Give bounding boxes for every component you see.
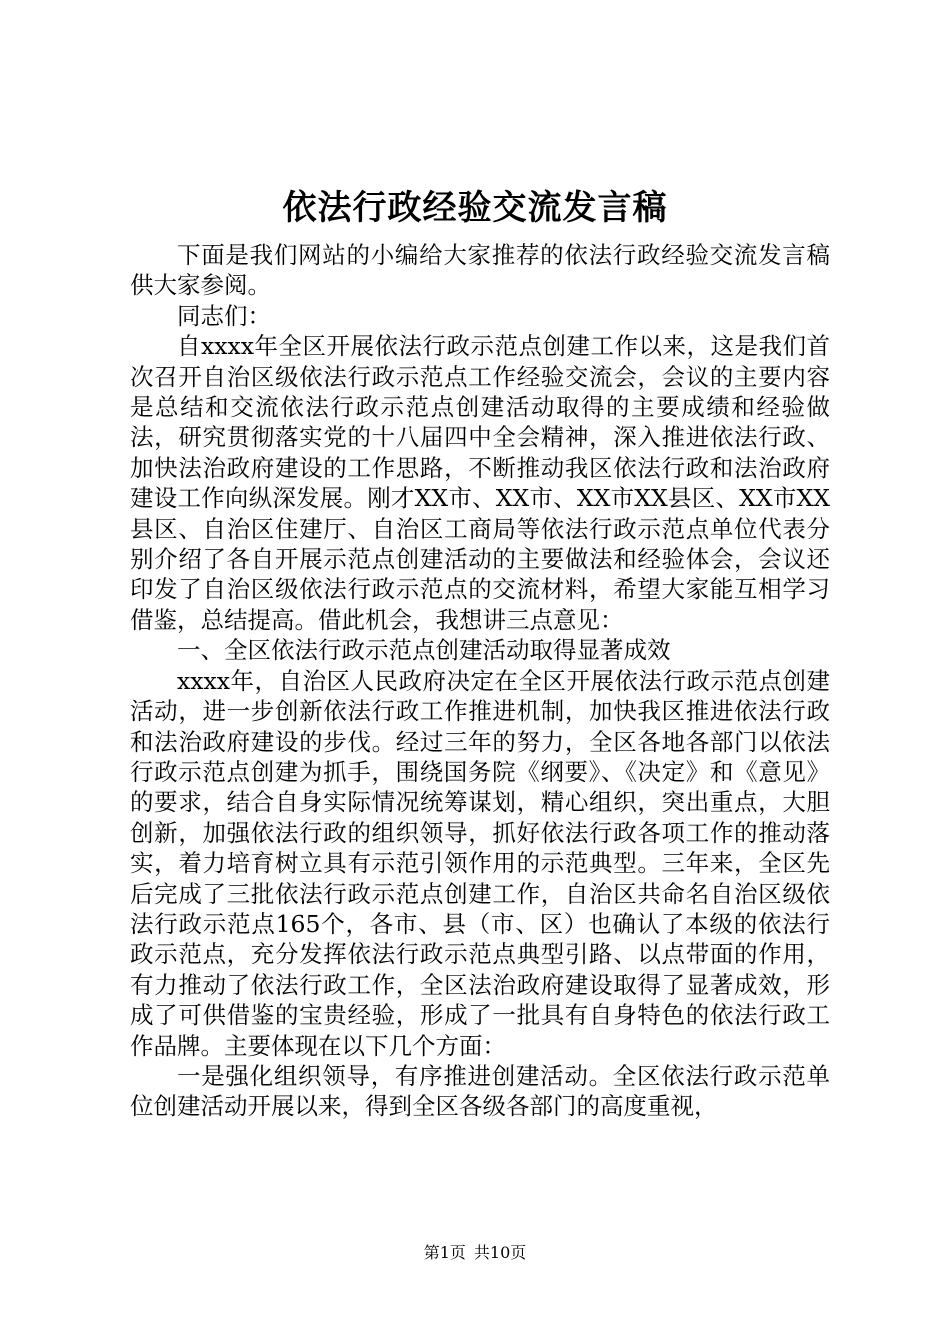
salutation: 同志们： xyxy=(177,301,271,330)
intro-paragraph: 下面是我们网站的小编给大家推荐的依法行政经验交流发言稿供大家参阅。 xyxy=(130,241,830,300)
body-paragraph: xxxx年，自治区人民政府决定在全区开展依法行政示范点创建活动，进一步创新依法行政工作推进机制，加快我区推进依法行政和法治政府建设的步伐。经过三年的努力，全区各地各部门以依法行政示范点创建为抓手，围绕国务院《纲要》、《决定》和《意见》的要求，结合自身实际情况统筹谋划，精心组织，突出重点，大胆创新，加强依法行政的组织领导，抓好依法行政各项工作的推动落实，着力培育树立具有示范引领作用的示范典型。三年来，全区先后完成了三批依法行政示范点创建工作，自治区共命名自治区级依法行政示范点165个，各市、县（市、区）也确认了本级的依法行政示范点，充分发挥依法行政示范点典型引路、以点带面的作用，有力推动了依法行政工作，全区法治政府建设取得了显著成效，形成了可供借鉴的宝贵经验，形成了一批具有自身特色的依法行政工作品牌。主要体现在以下几个方面： xyxy=(130,666,830,1060)
section-heading: 一、全区依法行政示范点创建活动取得显著成效 xyxy=(177,636,671,665)
body-paragraph: 一是强化组织领导，有序推进创建活动。全区依法行政示范单位创建活动开展以来，得到全区各级各部门的高度重视， xyxy=(130,1061,830,1121)
page-number: 第1页 xyxy=(423,1243,466,1262)
document-body xyxy=(130,240,830,1122)
page-footer xyxy=(0,1243,950,1263)
document-title: 依法行政经验交流发言稿 xyxy=(282,188,668,228)
body-paragraph: 自xxxx年全区开展依法行政示范点创建工作以来，这是我们首次召开自治区级依法行政示范点工作经验交流会，会议的主要内容是总结和交流依法行政示范点创建活动取得的主要成绩和经验做法，研究贯彻落实党的十八届四中全会精神，深入推进依法行政、加快法治政府建设的工作思路，不断推动我区依法行政和法治政府建设工作向纵深发展。刚才XX市、XX市、XX市XX县区、XX市XX县区、自治区住建厅、自治区工商局等依法行政示范点单位代表分别介绍了各自开展示范点创建活动的主要做法和经验体会，会议还印发了自治区级依法行政示范点的交流材料，希望大家能互相学习借鉴，总结提高。借此机会，我想讲三点意见： xyxy=(130,332,830,634)
page-total: 共10页 xyxy=(473,1243,527,1262)
